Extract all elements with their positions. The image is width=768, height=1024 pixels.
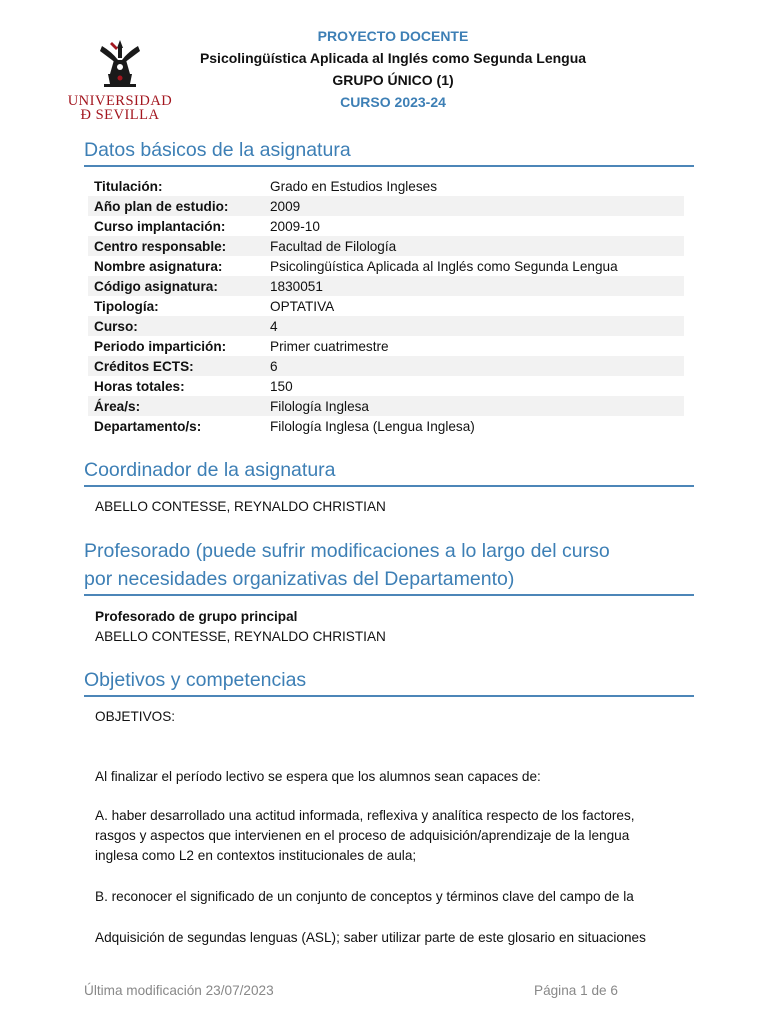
table-row <box>88 396 684 416</box>
logo-line-1: UNIVERSIDAD <box>67 93 173 109</box>
row-key: Tipología: <box>94 298 159 314</box>
row-value: OPTATIVA <box>270 298 335 314</box>
row-value: Primer cuatrimestre <box>270 338 389 354</box>
group-label: GRUPO ÚNICO (1) <box>332 72 454 88</box>
table-row <box>88 296 684 316</box>
row-value: 4 <box>270 318 278 334</box>
page-number: Página 1 de 6 <box>534 983 618 998</box>
logo-line-2: Ð SEVILLA <box>80 107 160 123</box>
objective-item-a <box>95 806 685 866</box>
table-row <box>88 236 684 256</box>
row-value: Filología Inglesa <box>270 398 369 414</box>
section-title-basics: Datos básicos de la asignatura <box>84 136 694 167</box>
table-row <box>88 356 684 376</box>
faculty-name: ABELLO CONTESSE, REYNALDO CHRISTIAN <box>95 629 386 644</box>
table-row <box>88 376 684 396</box>
row-key: Curso implantación: <box>94 218 226 234</box>
coordinator-name: ABELLO CONTESSE, REYNALDO CHRISTIAN <box>95 499 386 514</box>
row-key: Periodo impartición: <box>94 338 227 354</box>
objective-item-b: B. reconocer el significado de un conjunto de conceptos y términos clave del campo de la <box>95 889 634 904</box>
giralda-emblem-icon <box>90 38 150 94</box>
row-value: 1830051 <box>270 278 323 294</box>
section-title-faculty-line-1: Profesorado (puede sufrir modificaciones a lo largo del curso <box>84 540 610 562</box>
row-value: 150 <box>270 378 293 394</box>
row-key: Centro responsable: <box>94 238 227 254</box>
table-row <box>88 196 684 216</box>
objective-a-line-2: rasgos y aspectos que intervienen en el proceso de adquisición/aprendizaje de la lengua <box>95 828 630 843</box>
row-value: Facultad de Filología <box>270 238 397 254</box>
table-row <box>88 336 684 356</box>
table-row <box>88 316 684 336</box>
last-modified: Última modificación 23/07/2023 <box>84 983 274 998</box>
table-row <box>88 256 684 276</box>
doc-label: PROYECTO DOCENTE <box>317 28 469 44</box>
row-key: Curso: <box>94 318 138 334</box>
section-title-coordinator: Coordinador de la asignatura <box>84 456 694 487</box>
table-row <box>88 276 684 296</box>
row-value: 6 <box>270 358 278 374</box>
row-value: Grado en Estudios Ingleses <box>270 178 438 194</box>
row-key: Titulación: <box>94 178 163 194</box>
row-key: Departamento/s: <box>94 418 202 434</box>
row-key: Área/s: <box>94 398 141 414</box>
row-value: Filología Inglesa (Lengua Inglesa) <box>270 418 475 434</box>
table-row <box>88 216 684 236</box>
row-value: 2009-10 <box>270 218 320 234</box>
subject-title: Psicolingüística Aplicada al Inglés como Segunda Lengua <box>199 50 587 66</box>
basics-table <box>88 176 684 436</box>
university-logo <box>66 38 174 124</box>
section-title-objectives: Objetivos y competencias <box>84 666 694 697</box>
row-key: Créditos ECTS: <box>94 358 194 374</box>
section-title-faculty-line-2: por necesidades organizativas del Departamento) <box>84 568 515 590</box>
table-row <box>88 416 684 436</box>
row-key: Nombre asignatura: <box>94 258 223 274</box>
row-value: 2009 <box>270 198 301 214</box>
objective-a-line-1: A. haber desarrollado una actitud informada, reflexiva y analítica respecto de los factores, <box>95 808 635 823</box>
section-title-faculty <box>84 537 694 596</box>
table-row <box>88 176 684 196</box>
objectives-intro: Al finalizar el período lectivo se espera que los alumnos sean capaces de: <box>95 769 541 784</box>
objective-item-b-continued: Adquisición de segundas lenguas (ASL); saber utilizar parte de este glosario en situaciones <box>95 930 646 945</box>
row-key: Código asignatura: <box>94 278 218 294</box>
course-label: CURSO 2023-24 <box>340 94 446 110</box>
row-value: Psicolingüística Aplicada al Inglés como Segunda Lengua <box>270 258 618 274</box>
objective-a-line-3: inglesa como L2 en contextos institucionales de aula; <box>95 848 417 863</box>
faculty-group-label: Profesorado de grupo principal <box>95 609 298 624</box>
row-key: Año plan de estudio: <box>94 198 229 214</box>
objectives-heading: OBJETIVOS: <box>95 709 176 724</box>
row-key: Horas totales: <box>94 378 185 394</box>
